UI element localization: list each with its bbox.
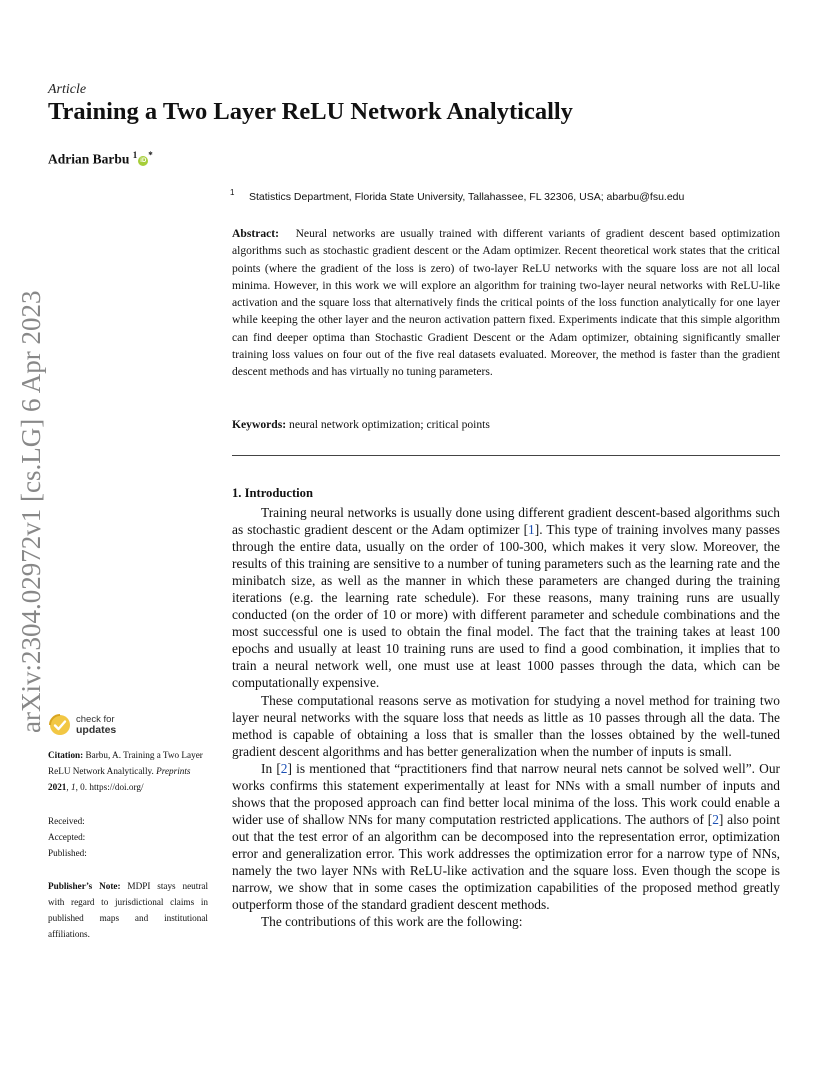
citation-text: Barbu, A. Training a Two Layer ReLU Network Analytically. bbox=[48, 750, 203, 776]
published-label: Published: bbox=[48, 848, 87, 858]
article-type-label: Article bbox=[48, 82, 87, 97]
author-affiliation-mark: 1 bbox=[132, 150, 138, 160]
check-for-updates-line2: updates bbox=[76, 724, 117, 736]
citation-note: Citation: Barbu, A. Training a Two Layer ReLU Network Analytically. Preprints 2021, 1, 0. https://doi.org/ bbox=[48, 750, 203, 792]
keywords-label: Keywords: bbox=[232, 418, 287, 431]
check-for-updates-badge[interactable] bbox=[48, 713, 128, 739]
author-name: Adrian Barbu bbox=[48, 151, 130, 167]
paragraph bbox=[232, 504, 780, 692]
paragraph-text: ]. This type of training involves many passes through the entire data, usually on the order of 100-300, which makes it very slow. Moreover, the results of this training are sensitive to a number of tuning parameters such as the learning rate and the minibatch size, as well as the manner in which these parameters are changed during the training iterations (e.g. the learning rate schedule). For these reasons, many training runs are usually conducted (on the order of 10 or more) with different parameter and schedule combinations and the most successful one is used to obtain the final model. The fact that the training takes at least 100 epochs and usually at least 10 training runs are used to find a good combination, it implies that to train a neural network well, one must use at least 1000 passes through the data, which can be computationally expensive. bbox=[232, 522, 780, 691]
accepted-label: Accepted: bbox=[48, 832, 86, 842]
keywords bbox=[232, 418, 780, 431]
paragraph-text: ] is mentioned that “practitioners find that narrow neural nets cannot be solved well”. Our works confirms this statement experimentally at least for NNs with a small number of inputs and shows that the proposed approach can find better local minima of the loss. This work could enable a wider use of shallow NNs for many computation restricted applications. The authors of [ bbox=[232, 760, 780, 827]
abstract bbox=[232, 225, 780, 381]
publisher-note-text: MDPI stays neutral with regard to jurisdictional claims in published maps and institutional affiliations. bbox=[48, 881, 208, 939]
publication-dates bbox=[48, 813, 208, 861]
check-for-updates-label bbox=[76, 715, 116, 736]
orcid-icon[interactable]: iD bbox=[140, 157, 147, 164]
check-for-updates-line1: check for bbox=[76, 714, 115, 725]
affiliation-number: 1 bbox=[230, 188, 235, 197]
received-label: Received: bbox=[48, 816, 85, 826]
citation-link[interactable]: 2 bbox=[280, 760, 288, 776]
citation-link[interactable]: 2 bbox=[712, 811, 719, 827]
keywords-text: neural network optimization; critical points bbox=[289, 418, 490, 431]
abstract-text: Neural networks are usually trained with different variants of gradient descent based optimization algorithms such as stochastic gradient descent or the Adam optimizer. Recent theoretical work states that the critical points (where the gradient of the loss is zero) of two-layer ReLU networks with the square loss are not all local minima. However, in this work we will explore an algorithm for training two-layer neural networks with ReLU-like activation and the square loss that alternatively finds the critical points of the loss function analytically for one layer while keeping the other layer and the neuron activation pattern fixed. Experiments indicate that this simple algorithm can find deeper optima than Stochastic Gradient Descent or the Adam optimizer, obtaining significantly smaller training loss values on four out of the five real datasets evaluated. Moreover, the method is faster than the gradient descent methods and has virtually no tuning parameters. bbox=[232, 227, 780, 379]
arxiv-stamp: arXiv:2304.02972v1 [cs.LG] 6 Apr 2023 bbox=[16, 290, 46, 733]
check-for-updates-icon bbox=[48, 713, 72, 737]
paragraph: These computational reasons serve as motivation for studying a novel method for training two layer neural networks with the square loss that needs as little as 10 passes through all the data. The method is capable of obtaining a loss that is smaller than the losses obtained by the well-tuned gradient descent algorithms and has better generalization when the number of inputs is small. bbox=[232, 692, 780, 759]
citation-journal: Preprints bbox=[156, 766, 191, 776]
author-line bbox=[48, 150, 153, 168]
divider bbox=[232, 455, 780, 456]
citation-doi[interactable]: , 0. https://doi.org/ bbox=[75, 782, 144, 792]
paragraph-text: In [ bbox=[261, 760, 281, 776]
publisher-note bbox=[48, 878, 208, 942]
paper-title: Training a Two Layer ReLU Network Analytically bbox=[48, 98, 573, 125]
publisher-note-label: Publisher’s Note: bbox=[48, 881, 121, 891]
citation-link[interactable]: 1 bbox=[528, 522, 535, 538]
introduction-body bbox=[232, 504, 780, 930]
paragraph bbox=[232, 760, 780, 913]
affiliation-text: Statistics Department, Florida State University, Tallahassee, FL 32306, USA; abarbu@fsu.edu bbox=[249, 191, 685, 203]
section-heading: 1. Introduction bbox=[232, 486, 313, 500]
citation-volume: 1 bbox=[70, 782, 76, 792]
paragraph: The contributions of this work are the following: bbox=[261, 914, 523, 930]
paragraph-text: ] also point out that the test error of an algorithm can be decomposed into the representation error, optimization error and generalization error. This work addresses the optimization error for a narrow type of NNs, namely the two layer NNs with ReLU-like activation and the square loss. Even though the scope is narrow, we show that in some cases the optimization capabilities of the proposed method greatly outperform those of the standard gradient descent methods. bbox=[232, 811, 780, 913]
corresponding-mark: * bbox=[148, 150, 153, 160]
abstract-label: Abstract: bbox=[232, 227, 280, 240]
paragraph-text: Training neural networks is usually done using different gradient descent-based algorithms such as stochastic gradient descent or the Adam optimizer [ bbox=[232, 505, 780, 538]
citation-year: 2021 bbox=[48, 782, 67, 792]
citation-label: Citation: bbox=[48, 750, 84, 760]
